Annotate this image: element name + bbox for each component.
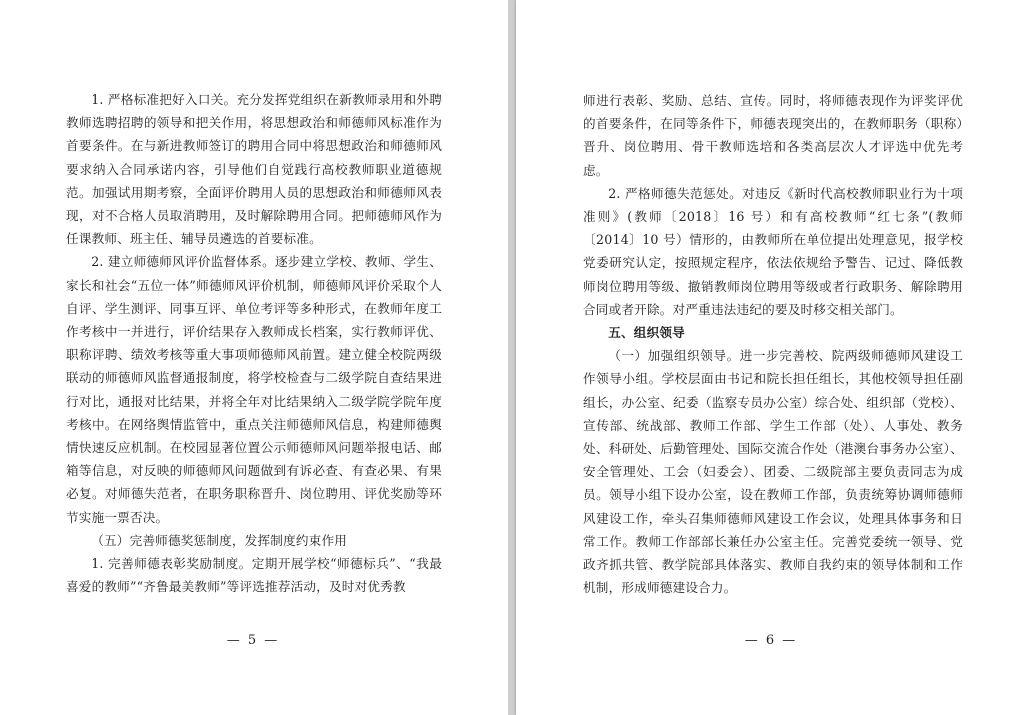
- page-number: — 5 —: [226, 633, 280, 648]
- document-page-5: [0, 0, 508, 715]
- paragraph: （一）加强组织领导。进一步完善校、院两级师德师风建设工作领导小组。学校层面由书记和院长担任组长，其他校领导担任副组长，办公室、纪委（监察专员办公室）综合处、组织部（党校）、宣传部、统战部、教师工作部、学生工作部（处）、人事处、教务处、科研处、后勤管理处、国际交流合作处（港澳台事务办公室）、安全管理处、工会（妇委会）、团委、二级院部主要负责同志为成员。领导小组下设办公室，设在教师工作部，负责统筹协调师德师风建设工作，牵头召集师德师风建设工作会议，处理具体事务和日常工作。教师工作部部长兼任办公室主任。完善党委统一领导、党政齐抓共管、教学院部具体落实、教师自我约束的领导体制和工作机制，形成师德建设合力。: [583, 348, 963, 596]
- paragraph: 1. 严格标准把好入口关。充分发挥党组织在新教师录用和外聘教师选聘招聘的领导和把关作用，将思想政治和师德师风标准作为首要条件。在与新进教师签订的聘用合同中将思想政治和师德师风要求纳入合同承诺内容，引导他们自觉践行高校教师职业道德规范。加强试用期考察，全面评价聘用人员的思想政治和师德师风表现，对不合格人员取消聘用，及时解除聘用合同。把师德师风作为任课教师、班主任、辅导员遴选的首要标准。: [66, 92, 442, 247]
- page-text: [66, 88, 442, 598]
- section-heading: 五、组织领导: [608, 325, 685, 341]
- section-heading: （五）完善师德奖惩制度，发挥制度约束作用: [91, 532, 348, 548]
- page-number: — 6 —: [744, 633, 798, 648]
- page-text: [583, 89, 963, 599]
- document-page-6: [516, 0, 1024, 715]
- paragraph: 1. 完善师德表彰奖励制度。定期开展学校“师德标兵”、“我最喜爱的教师”“齐鲁最美教师”等评选推荐活动，及时对优秀教: [66, 556, 442, 595]
- paragraph: 2. 严格师德失范惩处。对违反《新时代高校教师职业行为十项准则》(教师〔2018〕16 号）和有高校教师“红七条”(教师〔2014〕10 号）情形的，由教师所在单位提出处理意见，报学校党委研究认定，按照规定程序，依法依规给予警告、记过、降低教师岗位聘用等级、撤销教师岗位聘用等级或者行政职务、解除聘用合同或者开除。对严重违法违纪的要及时移交相关部门。: [583, 185, 963, 317]
- paragraph: 2. 建立师德师风评价监督体系。逐步建立学校、教师、学生、家长和社会“五位一体”师德师风评价机制，师德师风评价采取个人自评、学生测评、同事互评、单位考评等多种形式，在教师年度工作考核中一并进行，评价结果存入教师成长档案，实行教师评优、职称评聘、绩效考核等重大事项师德师风前置。建立健全校院两级联动的师德师风监督通报制度，将学校检查与二级学院自查结果进行对比，通报对比结果，并将全年对比结果纳入二级学院学院年度考核中。在网络舆情监管中，重点关注师德师风信息，构建师德舆情快速反应机制。在校园显著位置公示师德师风问题举报电话、邮箱等信息，对反映的师德师风问题做到有诉必查、有查必果、有果必复。对师德失范者，在职务职称晋升、岗位聘用、评优奖励等环节实施一票否决。: [66, 254, 442, 525]
- page-gutter: [508, 0, 516, 715]
- paragraph: 师进行表彰、奖励、总结、宣传。同时，将师德表现作为评奖评优的首要条件，在同等条件下，师德表现突出的，在教师职务（职称）晋升、岗位聘用、骨干教师选培和各类高层次人才评选中优先考虑。: [583, 93, 963, 178]
